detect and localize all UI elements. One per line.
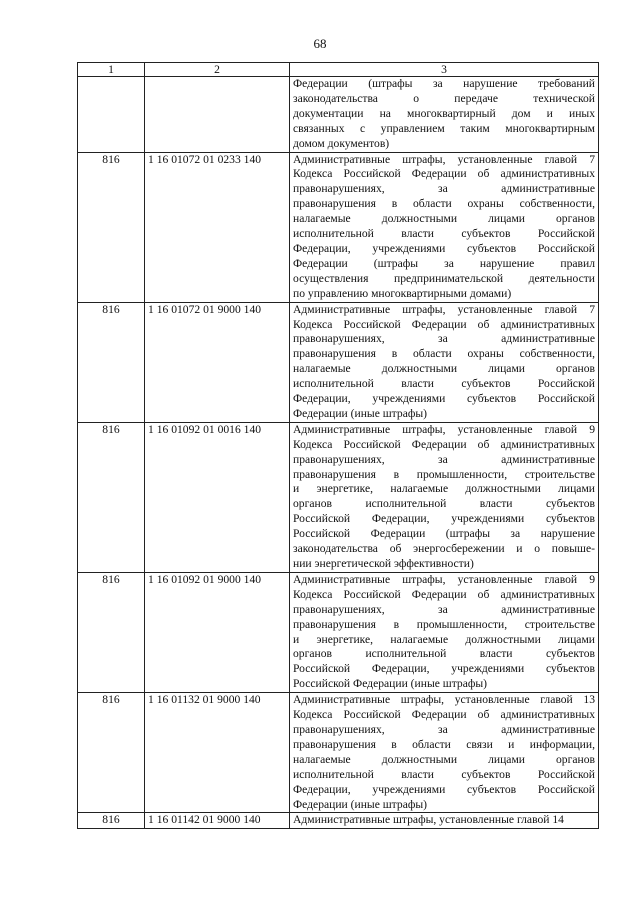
description-line: исполнительной власти субъектов Российской (293, 767, 595, 781)
description-line: Кодекса Российской Федерации об административных (293, 587, 595, 601)
description-line: Кодекса Российской Федерации об административных (293, 317, 595, 331)
budget-classification-code-cell (145, 77, 290, 153)
description-line: и энергетике, налагаемые должностными лицами (293, 632, 595, 646)
admin-code-cell: 816 (78, 152, 145, 302)
description-line: Федерации (иные штрафы) (293, 406, 427, 420)
description-line: Российской Федерации, учреждениями субъектов (293, 512, 595, 526)
budget-classification-code-cell: 1 16 01092 01 9000 140 (145, 572, 290, 692)
description-line: Административные штрафы, установленные главой 13 (293, 693, 595, 707)
fines-table (77, 62, 599, 829)
description-line: Административные штрафы, установленные главой 14 (293, 813, 564, 827)
description-line: правонарушениях, за административные (293, 452, 595, 466)
budget-classification-code-cell: 1 16 01072 01 9000 140 (145, 302, 290, 422)
description-line: Федерации (штрафы за нарушение правил (293, 256, 595, 270)
description-line: органов исполнительной власти субъектов (293, 647, 595, 661)
description-line: налагаемые должностными лицами органов (293, 752, 595, 766)
description-line: правонарушения в области охраны собственности, (293, 197, 595, 211)
header-col-3: 3 (290, 63, 599, 77)
description-line: законодательства о передаче технической (293, 91, 595, 105)
budget-classification-code-cell: 1 16 01092 01 0016 140 (145, 422, 290, 572)
page-number: 68 (313, 36, 327, 51)
header-col-1: 1 (78, 63, 145, 77)
description-line: Кодекса Российской Федерации об административных (293, 167, 595, 181)
description-cell (290, 302, 599, 422)
description-cell (290, 77, 599, 153)
description-line: органов исполнительной власти субъектов (293, 497, 595, 511)
table-row (78, 77, 599, 153)
description-line: нии энергетической эффективности) (293, 557, 474, 570)
description-line: правонарушениях, за административные (293, 182, 595, 196)
description-cell (290, 813, 599, 829)
table-row (78, 422, 599, 572)
budget-classification-code-cell: 1 16 01142 01 9000 140 (145, 813, 290, 829)
description-line: Кодекса Российской Федерации об административных (293, 437, 595, 451)
header-col-2: 2 (145, 63, 290, 77)
table-row (78, 572, 599, 692)
description-line: Федерации, учреждениями субъектов Российской (293, 782, 595, 796)
description-line: Административные штрафы, установленные главой 9 (293, 422, 595, 436)
description-line: Кодекса Российской Федерации об административных (293, 708, 595, 722)
admin-code-cell (78, 77, 145, 153)
description-line: и энергетике, налагаемые должностными лицами (293, 482, 595, 496)
description-line: исполнительной власти субъектов Российской (293, 377, 595, 391)
description-line: Административные штрафы, установленные главой 7 (293, 152, 595, 166)
table-row (78, 813, 599, 829)
description-line: правонарушения в промышленности, строительстве (293, 467, 595, 481)
table-header-row (78, 63, 599, 77)
description-cell (290, 152, 599, 302)
description-line: Федерации (штрафы за нарушение требований (293, 77, 595, 90)
description-line: законодательства об энергосбережении и о повыше- (293, 542, 595, 556)
description-line: по управлению многоквартирными домами) (293, 286, 512, 300)
budget-classification-code-cell: 1 16 01072 01 0233 140 (145, 152, 290, 302)
description-cell (290, 422, 599, 572)
description-line: Федерации (иные штрафы) (293, 797, 427, 811)
description-line: Российской Федерации, учреждениями субъектов (293, 662, 595, 676)
description-line: Федерации, учреждениями субъектов Российской (293, 392, 595, 406)
description-line: Административные штрафы, установленные главой 7 (293, 302, 595, 316)
description-line: правонарушения в области охраны собственности, (293, 347, 595, 361)
description-line: налагаемые должностными лицами органов (293, 362, 595, 376)
description-line: правонарушениях, за административные (293, 722, 595, 736)
description-line: правонарушениях, за административные (293, 602, 595, 616)
description-line: Российской Федерации (штрафы за нарушение (293, 527, 595, 541)
admin-code-cell: 816 (78, 693, 145, 813)
admin-code-cell: 816 (78, 302, 145, 422)
description-line: правонарушения в промышленности, строительстве (293, 617, 595, 631)
description-cell (290, 693, 599, 813)
table-row (78, 152, 599, 302)
description-line: налагаемые должностными лицами органов (293, 212, 595, 226)
description-line: Российской Федерации (иные штрафы) (293, 677, 488, 691)
description-line: правонарушениях, за административные (293, 332, 595, 346)
admin-code-cell: 816 (78, 422, 145, 572)
description-line: правонарушения в области связи и информации, (293, 737, 595, 751)
description-line: Административные штрафы, установленные главой 9 (293, 572, 595, 586)
description-line: домом документов) (293, 136, 390, 150)
description-line: исполнительной власти субъектов Российской (293, 227, 595, 241)
admin-code-cell: 816 (78, 813, 145, 829)
description-line: связанных с управлением таким многоквартирным (293, 121, 595, 135)
description-cell (290, 572, 599, 692)
admin-code-cell: 816 (78, 572, 145, 692)
description-line: осуществления предпринимательской деятельности (293, 271, 595, 285)
description-line: документации на многоквартирный дом и иных (293, 106, 595, 120)
table-row (78, 302, 599, 422)
budget-classification-code-cell: 1 16 01132 01 9000 140 (145, 693, 290, 813)
description-line: Федерации, учреждениями субъектов Российской (293, 241, 595, 255)
table-row (78, 693, 599, 813)
